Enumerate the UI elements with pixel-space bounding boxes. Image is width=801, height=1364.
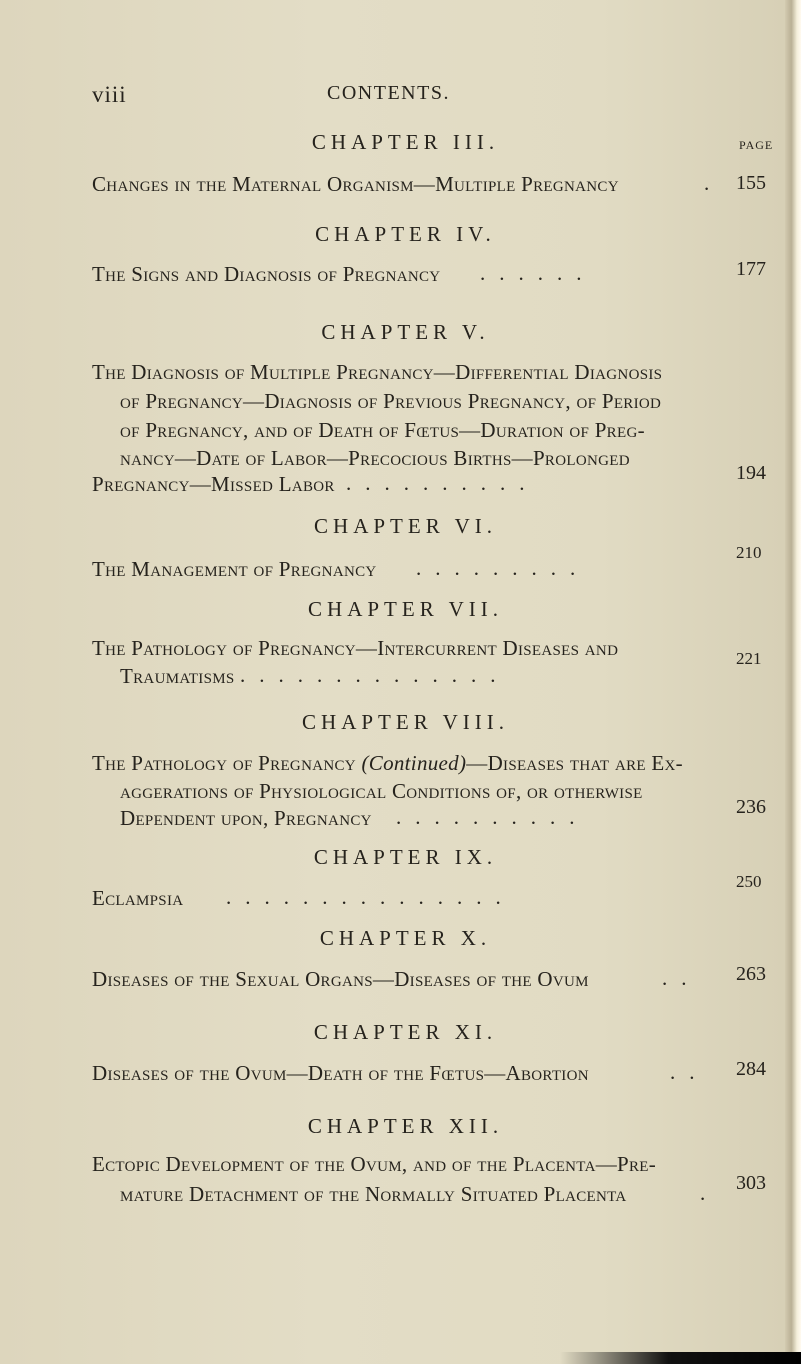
page-edge-shadow [785, 0, 801, 1364]
chapter-title-line: nancy—Date of Labor—Precocious Births—Prolonged [120, 446, 630, 470]
chapter-title-line: Dependent upon, Pregnancy [120, 806, 372, 830]
leader-dots: .. [662, 966, 701, 990]
chapter-heading: CHAPTER VIII. [302, 710, 509, 734]
chapter-title-line: Pregnancy—Missed Labor [92, 472, 335, 496]
chapter-page-number: 194 [736, 462, 766, 484]
leader-dots: .......... [346, 471, 539, 495]
chapter-heading: CHAPTER VII. [308, 597, 503, 621]
chapter-page-number: 250 [736, 872, 762, 891]
chapter-heading: CHAPTER X. [319, 926, 492, 950]
page-column-label: PAGE [739, 138, 774, 152]
leader-dots: ...... [480, 261, 596, 285]
chapter-title-line: Eclampsia [92, 886, 184, 910]
chapter-title-line: Ectopic Development of the Ovum, and of the Placenta—Pre- [92, 1152, 657, 1176]
leader-dots: ......... [416, 556, 590, 580]
chapter-page-number: 210 [736, 543, 762, 562]
chapter-heading: CHAPTER V. [321, 320, 490, 344]
title-segment: The Pathology of Pregnancy [92, 751, 356, 775]
title-segment: —Diseases that are Ex- [466, 751, 683, 775]
running-title: CONTENTS. [327, 82, 450, 104]
chapter-title-line: The Management of Pregnancy [92, 557, 377, 581]
chapter-page-number: 155 [736, 172, 766, 194]
leader-dots: .. [670, 1060, 709, 1084]
chapter-title-line: The Pathology of Pregnancy—Intercurrent Diseases and [92, 636, 619, 660]
chapter-page-number: 263 [736, 963, 766, 985]
chapter-title-line [92, 751, 683, 776]
chapter-title-line: The Diagnosis of Multiple Pregnancy—Differential Diagnosis [92, 360, 663, 384]
chapter-title-line: Traumatisms [120, 664, 235, 688]
title-italic-segment: (Continued) [361, 751, 467, 775]
chapter-heading: CHAPTER IX. [313, 845, 498, 869]
chapter-page-number: 177 [736, 258, 766, 280]
chapter-page-number: 284 [736, 1058, 766, 1080]
chapter-page-number: 221 [736, 649, 762, 668]
leader-dots: . [700, 1181, 720, 1205]
chapter-page-number: 236 [736, 796, 766, 818]
chapter-heading: CHAPTER XI. [313, 1020, 498, 1044]
chapter-title-line: Diseases of the Ovum—Death of the Fœtus—Abortion [92, 1061, 589, 1085]
chapter-heading: CHAPTER XII. [307, 1114, 504, 1138]
chapter-title-line: mature Detachment of the Normally Situated Placenta [120, 1182, 627, 1206]
leader-dots: .......... [396, 805, 589, 829]
leader-dots: .............. [240, 663, 510, 687]
chapter-title-line: of Pregnancy, and of Death of Fœtus—Duration of Preg- [120, 418, 645, 442]
chapter-title-line: Changes in the Maternal Organism—Multiple Pregnancy [92, 172, 619, 196]
leader-dots: . [704, 171, 724, 195]
chapter-title-line: of Pregnancy—Diagnosis of Previous Pregnancy, of Period [120, 389, 662, 413]
chapter-heading: CHAPTER VI. [314, 514, 497, 538]
chapter-heading: CHAPTER III. [311, 130, 500, 154]
chapter-page-number: 303 [736, 1172, 766, 1194]
chapter-title-line: Diseases of the Sexual Organs—Diseases of the Ovum [92, 967, 589, 991]
chapter-title-line: The Signs and Diagnosis of Pregnancy [92, 262, 441, 286]
page-number-roman: viii [92, 82, 127, 107]
chapter-heading: CHAPTER IV. [315, 222, 496, 246]
chapter-title-line: aggerations of Physiological Conditions of, or otherwise [120, 779, 643, 803]
leader-dots: ............... [226, 885, 515, 909]
page-bottom-shadow [560, 1352, 801, 1364]
